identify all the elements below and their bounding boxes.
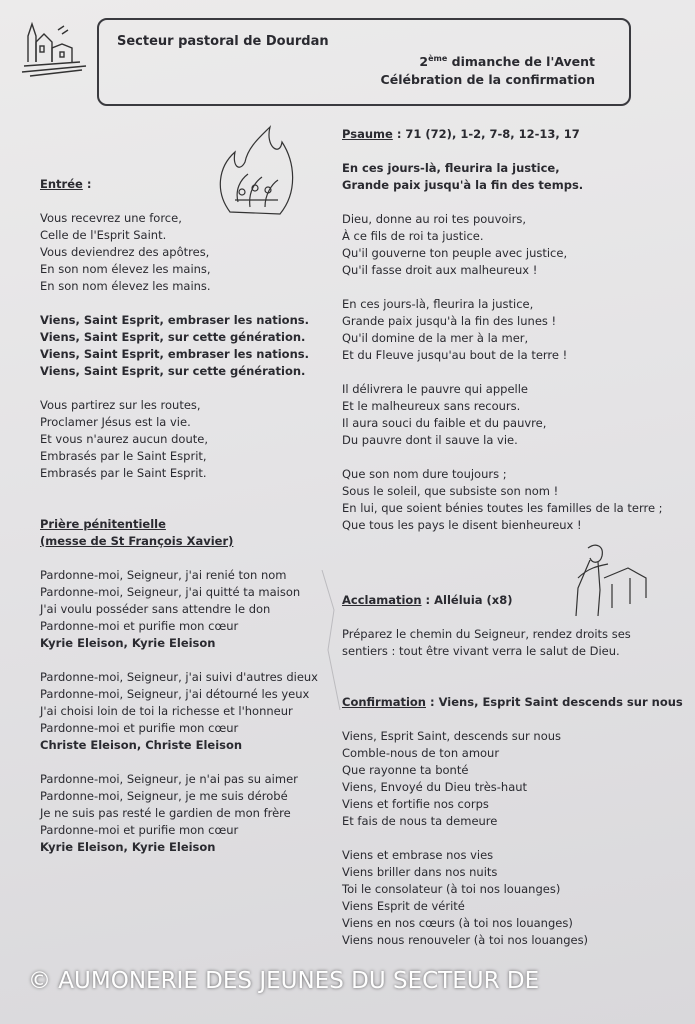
- entree-line: Proclamer Jésus est la vie.: [40, 415, 191, 429]
- psaume-verse-3: [342, 381, 687, 449]
- psaume-line: Il délivrera le pauvre qui appelle: [342, 382, 528, 396]
- refrain-line: Viens, Saint Esprit, sur cette génération.: [40, 364, 306, 378]
- priere-verse-3-lines: [40, 771, 330, 839]
- priere-line: Je ne suis pas resté le gardien de mon frère: [40, 806, 291, 820]
- psaume-line: Que son nom dure toujours ;: [342, 467, 507, 481]
- entree-line: Et vous n'aurez aucun doute,: [40, 432, 208, 446]
- psaume-line: Du pauvre dont il sauve la vie.: [342, 433, 518, 447]
- acclamation-line: sentiers : tout être vivant verra le salut de Dieu.: [342, 644, 620, 658]
- priere-section: [40, 516, 330, 550]
- celebration-title: [381, 50, 595, 89]
- priere-verse-1: [40, 567, 330, 652]
- psaume-line: Il aura souci du faible et du pauvre,: [342, 416, 547, 430]
- psaume-line: En lui, que soient bénies toutes les familles de la terre ;: [342, 501, 663, 515]
- sector-title: Secteur pastoral de Dourdan: [117, 34, 329, 49]
- praying-figure-icon: [568, 538, 648, 618]
- sunday-line: [381, 50, 595, 71]
- priere-verse-1-lines: [40, 567, 330, 635]
- celebration-line: Célébration de la confirmation: [380, 72, 595, 88]
- acclamation-text: [342, 626, 687, 660]
- sunday-superscript: ème: [428, 54, 448, 63]
- confirmation-heading: Confirmation: [342, 695, 426, 709]
- sunday-number: 2: [419, 54, 429, 70]
- confirmation-line: Viens et embrase nos vies: [342, 848, 494, 862]
- entree-line: Vous deviendrez des apôtres,: [40, 245, 210, 259]
- confirmation-line: Et fais de nous ta demeure: [342, 814, 498, 828]
- kyrie-line-2: Kyrie Eleison, Kyrie Eleison: [40, 840, 216, 854]
- entree-heading: Entrée: [40, 177, 83, 191]
- confirmation-rest: : Viens, Esprit Saint descends sur nous: [426, 695, 683, 709]
- psaume-heading: Psaume: [342, 127, 393, 141]
- priere-line: Pardonne-moi et purifie mon cœur: [40, 823, 239, 837]
- confirmation-heading-line: [342, 694, 687, 711]
- left-column: [40, 176, 330, 873]
- acclamation-rest: : Alléluia (x8): [421, 593, 513, 607]
- entree-heading-line: [40, 176, 330, 193]
- priere-verse-2: [40, 669, 330, 754]
- psaume-line: Qu'il fasse droit aux malheureux !: [342, 263, 538, 277]
- psaume-line: À ce fils de roi ta justice.: [342, 229, 484, 243]
- psaume-heading-line: [342, 126, 687, 143]
- acclamation-heading: Acclamation: [342, 593, 422, 607]
- psaume-line: Dieu, donne au roi tes pouvoirs,: [342, 212, 526, 226]
- priere-line: J'ai choisi loin de toi la richesse et l'honneur: [40, 704, 293, 718]
- priere-line: Pardonne-moi et purifie mon cœur: [40, 619, 239, 633]
- confirmation-line: Viens Esprit de vérité: [342, 899, 465, 913]
- refrain-line: Viens, Saint Esprit, embraser les nations.: [40, 313, 309, 327]
- confirmation-verse-2: [342, 847, 687, 949]
- church-logo-icon: [20, 14, 90, 78]
- psaume-line: Grande paix jusqu'à la fin des lunes !: [342, 314, 557, 328]
- psaume-refrain-line: En ces jours-là, fleurira la justice,: [342, 161, 560, 175]
- entree-line: Embrasés par le Saint Esprit.: [40, 466, 207, 480]
- priere-line: Pardonne-moi, Seigneur, j'ai quitté ta maison: [40, 585, 301, 599]
- sunday-text: dimanche de l'Avent: [447, 54, 595, 70]
- entree-section: [40, 176, 330, 295]
- priere-line: Pardonne-moi et purifie mon cœur: [40, 721, 239, 735]
- psaume-line: Qu'il gouverne ton peuple avec justice,: [342, 246, 568, 260]
- refrain-line: Viens, Saint Esprit, embraser les nations.: [40, 347, 309, 361]
- priere-verse-2-lines: [40, 669, 330, 737]
- paper-fold: [320, 570, 350, 710]
- confirmation-verse-1: [342, 728, 687, 830]
- entree-line: Embrasés par le Saint Esprit,: [40, 449, 207, 463]
- acclamation-line: Préparez le chemin du Seigneur, rendez droits ses: [342, 627, 631, 641]
- entree-line: Celle de l'Esprit Saint.: [40, 228, 167, 242]
- entree-verse-1: [40, 210, 330, 295]
- confirmation-line: Viens, Esprit Saint, descends sur nous: [342, 729, 562, 743]
- confirmation-line: Viens, Envoyé du Dieu très-haut: [342, 780, 528, 794]
- entree-line: Vous recevrez une force,: [40, 211, 182, 225]
- priere-line: Pardonne-moi, Seigneur, j'ai détourné les yeux: [40, 687, 310, 701]
- entree-line: En son nom élevez les mains,: [40, 262, 211, 276]
- header-box: [97, 18, 631, 106]
- entree-refrain: [40, 312, 330, 380]
- priere-verse-3: [40, 771, 330, 856]
- entree-verse-2: [40, 397, 330, 482]
- copyright-watermark: © AUMONERIE DES JEUNES DU SECTEUR DE: [28, 968, 540, 994]
- confirmation-line: Comble-nous de ton amour: [342, 746, 500, 760]
- psaume-line: Et le malheureux sans recours.: [342, 399, 521, 413]
- kyrie-line-1: Kyrie Eleison, Kyrie Eleison: [40, 636, 216, 650]
- refrain-line: Viens, Saint Esprit, sur cette génération.: [40, 330, 306, 344]
- entree-heading-suffix: :: [82, 177, 92, 191]
- priere-line: Pardonne-moi, Seigneur, je n'ai pas su aimer: [40, 772, 298, 786]
- priere-heading: Prière pénitentielle: [40, 517, 166, 531]
- psaume-line: Qu'il domine de la mer à la mer,: [342, 331, 529, 345]
- psaume-verse-1: [342, 211, 687, 279]
- confirmation-line: Viens en nos cœurs (à toi nos louanges): [342, 916, 573, 930]
- psaume-line: En ces jours-là, fleurira la justice,: [342, 297, 534, 311]
- psaume-line: Sous le soleil, que subsiste son nom !: [342, 484, 559, 498]
- christe-line: Christe Eleison, Christe Eleison: [40, 738, 243, 752]
- psaume-verse-4: [342, 466, 687, 534]
- entree-line: Vous partirez sur les routes,: [40, 398, 201, 412]
- confirmation-line: Viens nous renouveler (à toi nos louanges): [342, 933, 589, 947]
- confirmation-line: Toi le consolateur (à toi nos louanges): [342, 882, 561, 896]
- confirmation-line: Viens briller dans nos nuits: [342, 865, 498, 879]
- psaume-refrain-line: Grande paix jusqu'à la fin des temps.: [342, 178, 584, 192]
- confirmation-line: Que rayonne ta bonté: [342, 763, 469, 777]
- confirmation-line: Viens et fortifie nos corps: [342, 797, 489, 811]
- entree-line: En son nom élevez les mains.: [40, 279, 211, 293]
- psaume-line: Que tous les pays le disent bienheureux !: [342, 518, 582, 532]
- psaume-line: Et du Fleuve jusqu'au bout de la terre !: [342, 348, 568, 362]
- priere-line: J'ai voulu posséder sans attendre le don: [40, 602, 271, 616]
- priere-line: Pardonne-moi, Seigneur, je me suis dérobé: [40, 789, 288, 803]
- psaume-reference: : 71 (72), 1-2, 7-8, 12-13, 17: [392, 127, 580, 141]
- psaume-refrain: [342, 160, 687, 194]
- psaume-verse-2: [342, 296, 687, 364]
- priere-line: Pardonne-moi, Seigneur, j'ai renié ton nom: [40, 568, 287, 582]
- priere-subheading: (messe de St François Xavier): [40, 534, 234, 548]
- priere-line: Pardonne-moi, Seigneur, j'ai suivi d'autres dieux: [40, 670, 318, 684]
